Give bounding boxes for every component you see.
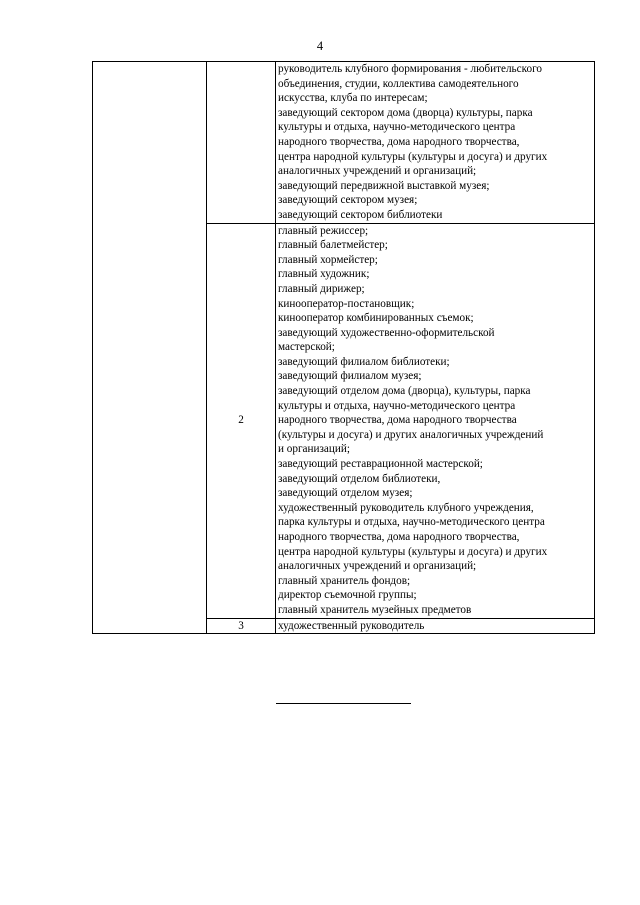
position-line: художественный руководитель клубного учреждения, — [278, 501, 534, 514]
position-line: аналогичных учреждений и организаций; — [278, 165, 477, 178]
position-line: заведующий сектором дома (дворца) культуры, парка — [278, 106, 533, 119]
position-line: художественный руководитель — [278, 619, 425, 632]
position-line: центра народной культуры (культуры и досуга) и других — [278, 545, 548, 558]
position-line: заведующий отделом библиотеки, — [278, 472, 441, 485]
position-line: парка культуры и отдыха, научно-методического центра — [278, 516, 545, 529]
positions-cell — [276, 223, 595, 618]
position-line: заведующий сектором музея; — [278, 194, 418, 207]
position-line: заведующий передвижной выставкой музея; — [278, 179, 490, 192]
position-line: заведующий сектором библиотеки — [278, 208, 443, 221]
position-line: заведующий реставрационной мастерской; — [278, 458, 483, 471]
position-line: директор съемочной группы; — [278, 589, 417, 602]
position-line: заведующий филиалом музея; — [278, 370, 422, 383]
position-line: народного творчества, дома народного творчества, — [278, 135, 520, 148]
position-line: кинооператор-постановщик; — [278, 297, 415, 310]
group-cell: 2 — [207, 223, 276, 618]
position-line: аналогичных учреждений и организаций; — [278, 560, 477, 573]
position-line: заведующий художественно-оформительской — [278, 326, 495, 339]
position-line: главный хранитель музейных предметов — [278, 603, 472, 616]
position-line: заведующий отделом музея; — [278, 487, 413, 500]
group-cell — [207, 62, 276, 224]
position-line: заведующий отделом дома (дворца), культуры, парка — [278, 385, 531, 398]
positions-cell — [276, 618, 595, 634]
footer-divider — [276, 703, 411, 704]
position-line: главный хранитель фондов; — [278, 574, 411, 587]
position-line: главный дирижер; — [278, 282, 365, 295]
group-cell: 3 — [207, 618, 276, 634]
position-line: объединения, студии, коллектива самодеятельного — [278, 77, 519, 90]
position-line: и организаций; — [278, 443, 350, 456]
table-row — [93, 62, 595, 224]
position-line: народного творчества, дома народного творчества — [278, 414, 517, 427]
position-line: главный режиссер; — [278, 224, 369, 237]
position-line: главный хормейстер; — [278, 253, 378, 266]
page-number: 4 — [316, 39, 324, 53]
positions-cell — [276, 62, 595, 224]
position-line: кинооператор комбинированных съемок; — [278, 312, 474, 325]
position-line: культуры и отдыха, научно-методического центра — [278, 399, 516, 412]
position-line: главный художник; — [278, 268, 370, 281]
position-line: культуры и отдыха, научно-методического центра — [278, 121, 516, 134]
positions-table — [92, 61, 595, 634]
position-line: центра народной культуры (культуры и досуга) и других — [278, 150, 548, 163]
position-line: мастерской; — [278, 341, 335, 354]
position-line: руководитель клубного формирования - любительского — [278, 63, 542, 75]
position-line: (культуры и досуга) и других аналогичных учреждений — [278, 428, 544, 441]
position-line: главный балетмейстер; — [278, 239, 388, 252]
position-line: искусства, клуба по интересам; — [278, 92, 428, 105]
position-line: заведующий филиалом библиотеки; — [278, 355, 450, 368]
category-cell — [93, 62, 207, 634]
position-line: народного творчества, дома народного творчества, — [278, 531, 520, 543]
